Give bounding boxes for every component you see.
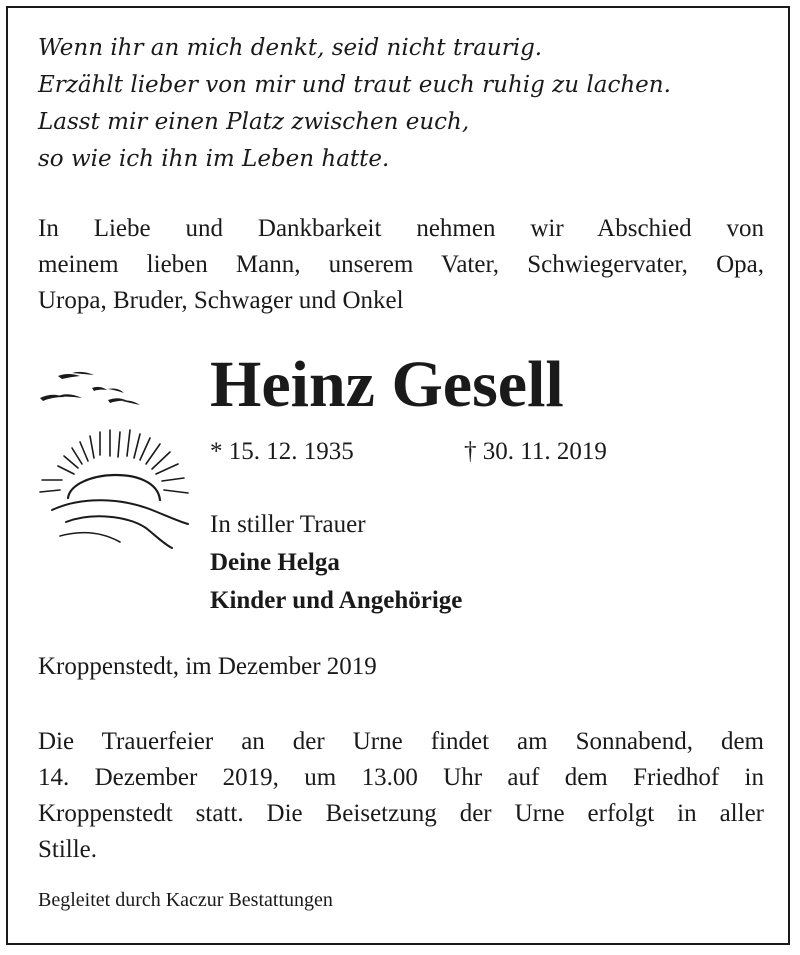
- intro-line: In Liebe und Dankbarkeit nehmen wir Abschied von: [38, 215, 764, 242]
- mourner-spouse: Deine Helga: [210, 549, 340, 576]
- sunset-birds-icon: [32, 360, 192, 555]
- poem-line: Wenn ihr an mich denkt, seid nicht traurig.: [38, 35, 543, 61]
- funeral-home-credit: Begleitet durch Kaczur Bestattungen: [38, 889, 333, 911]
- poem: [38, 30, 758, 178]
- poem-line: Erzählt lieber von mir und traut euch ruhig zu lachen.: [38, 72, 671, 98]
- intro-line: Uropa, Bruder, Schwager und Onkel: [38, 287, 404, 314]
- service-line: Stille.: [38, 836, 98, 863]
- funeral-service-info: [38, 724, 764, 868]
- service-line: 14. Dezember 2019, um 13.00 Uhr auf dem Friedhof in: [38, 764, 764, 791]
- mourner-family: Kinder und Angehörige: [210, 587, 463, 614]
- intro-line: meinem lieben Mann, unserem Vater, Schwiegervater, Opa,: [38, 251, 764, 278]
- mourners-intro: In stiller Trauer: [210, 511, 366, 538]
- farewell-intro: [38, 211, 764, 319]
- poem-line: Lasst mir einen Platz zwischen euch,: [38, 109, 470, 135]
- mourners: [210, 506, 462, 620]
- service-line: Kroppenstedt statt. Die Beisetzung der Urne erfolgt in aller: [38, 800, 764, 827]
- poem-line: so wie ich ihn im Leben hatte.: [38, 146, 390, 172]
- place-date: Kroppenstedt, im Dezember 2019: [38, 653, 377, 680]
- birth-date: * 15. 12. 1935: [210, 438, 354, 465]
- service-line: Die Trauerfeier an der Urne findet am Sonnabend, dem: [38, 728, 764, 755]
- deceased-name: Heinz Gesell: [210, 348, 564, 421]
- death-date: † 30. 11. 2019: [464, 438, 607, 465]
